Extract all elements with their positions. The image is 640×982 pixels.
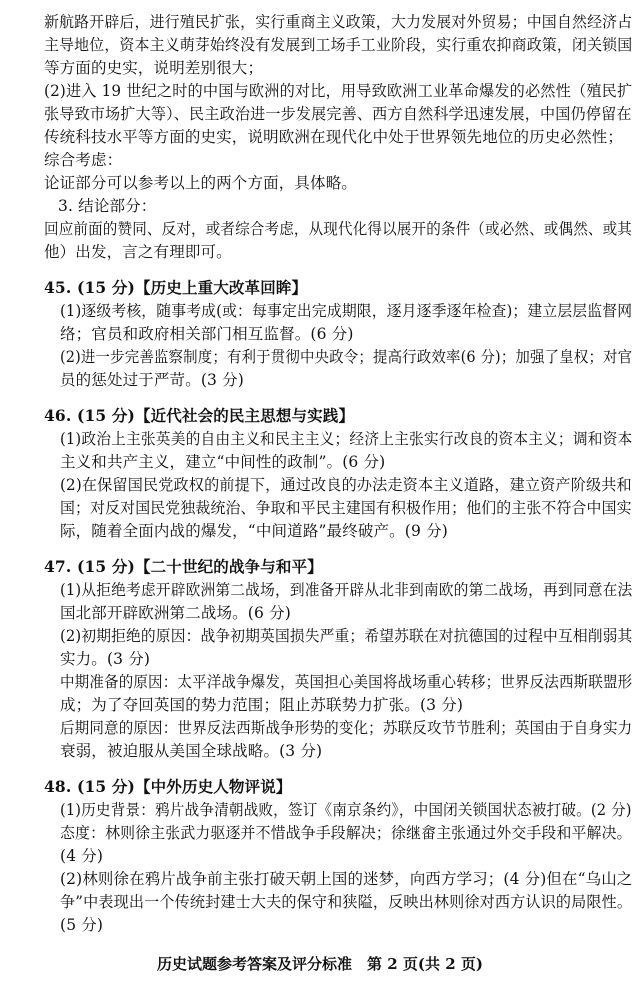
answer-line: (2)进一步完善监察制度；有利于贯彻中央政令；提高行政效率(6 分)；加强了皇权；对官 bbox=[60, 348, 633, 366]
answer-line: 国北部开辟欧洲第二战场。(6 分) bbox=[60, 604, 291, 622]
answer-line: 员的惩处过于严苛。(3 分) bbox=[60, 371, 244, 389]
answer-line: 主义和共产主义，建立“中间性的政制”。(6 分) bbox=[60, 453, 386, 471]
answer-line: 衰弱，被迫服从美国全球战略。(3 分) bbox=[60, 742, 323, 760]
answer-line: (1)政治上主张英美的自由主义和民主主义；经济上主张实行改良的资本主义；调和资本 bbox=[60, 430, 633, 448]
answer-line: 综合考虑： bbox=[44, 151, 123, 169]
answer-line: 后期同意的原因：世界反法西斯战争形势的变化；苏联反攻节节胜利；英国由于自身实力 bbox=[60, 719, 633, 737]
answer-line: 3. 结论部分： bbox=[58, 197, 157, 215]
answer-line: (2)初期拒绝的原因：战争初期英国损失严重；希望苏联在对抗德国的过程中互相削弱其 bbox=[60, 627, 633, 645]
answer-line: 传统科技水平等方面的史实，说明欧洲在现代化中处于世界领先地位的历史必然性； bbox=[44, 128, 624, 146]
answer-line: 论证部分可以参考以上的两个方面，具体略。 bbox=[44, 174, 358, 192]
answer-line: 回应前面的赞同、反对，或者综合考虑，从现代化得以展开的条件（或必然、或偶然、或其 bbox=[44, 220, 633, 238]
answer-line: 张导致市场扩大等）、民主政治进一步发展完善、西方自然科学迅速发展，中国仍停留在 bbox=[44, 105, 632, 123]
answer-line: 国；对反对国民党独裁统治、争取和平民主建国有积极作用；他们的主张不符合中国实 bbox=[60, 499, 632, 517]
answer-line: 成；为了夺回英国的势力范围；阻止苏联势力扩张。(3 分) bbox=[60, 696, 464, 714]
page-footer: 历史试题参考答案及评分标准 第 2 页(共 2 页) bbox=[157, 955, 483, 973]
answer-line: 等方面的史实，说明差别很大； bbox=[44, 59, 264, 77]
answer-line: (2)林则徐在鸦片战争前主张打破天朝上国的迷梦，向西方学习；(4 分)但在“乌山之 bbox=[60, 870, 633, 888]
answer-line: 际，随着全面内战的爆发，“中间道路”最终破产。(9 分) bbox=[60, 522, 448, 540]
question-heading: 48. (15 分)【中外历史人物评说】 bbox=[44, 777, 292, 796]
answer-line: 实力。(3 分) bbox=[60, 650, 151, 668]
answer-line: (5 分) bbox=[60, 916, 104, 934]
answer-line: 争”中表现出一个传统封建士大夫的保守和狭隘，反映出林则徐对西方认识的局限性。 bbox=[60, 893, 633, 911]
answer-line: (4 分) bbox=[60, 847, 104, 865]
answer-line: (1)逐级考核，随事考成(或：每事定出完成期限，逐月逐季逐年检查)；建立层层监督网 bbox=[60, 302, 633, 320]
answer-line: 络；官员和政府相关部门相互监督。(6 分) bbox=[60, 325, 354, 343]
answer-line: 中期准备的原因：太平洋战争爆发，英国担心美国将战场重心转移；世界反法西斯联盟形 bbox=[60, 673, 633, 691]
answer-line: 主导地位，资本主义萌芽始终没有发展到工场手工业阶段，实行重农抑商政策，闭关锁国 bbox=[44, 36, 633, 54]
answer-line: 态度：林则徐主张武力驱逐并不惜战争手段解决；徐继畲主张通过外交手段和平解决。 bbox=[60, 824, 632, 842]
answer-line: (2)在保留国民党政权的前提下，通过改良的办法走资本主义道路，建立资产阶级共和 bbox=[60, 476, 632, 494]
answer-line: (1)历史背景：鸦片战争清朝战败，签订《南京条约》，中国闭关锁国状态被打破。(2 分) bbox=[60, 801, 632, 819]
question-heading: 45. (15 分)【历史上重大改革回眸】 bbox=[44, 278, 308, 297]
answer-line: (1)从拒绝考虑开辟欧洲第二战场，到准备开辟从北非到南欧的第二战场，再到同意在法 bbox=[60, 581, 633, 599]
answer-line: 新航路开辟后，进行殖民扩张，实行重商主义政策，大力发展对外贸易；中国自然经济占 bbox=[44, 13, 633, 31]
question-heading: 47. (15 分)【二十世纪的战争与和平】 bbox=[44, 557, 323, 576]
question-heading: 46. (15 分)【近代社会的民主思想与实践】 bbox=[44, 406, 355, 425]
answer-line: (2)进入 19 世纪之时的中国与欧洲的对比，用导致欧洲工业革命爆发的必然性（殖民扩 bbox=[44, 82, 633, 100]
answer-line: 他）出发，言之有理即可。 bbox=[44, 243, 232, 261]
